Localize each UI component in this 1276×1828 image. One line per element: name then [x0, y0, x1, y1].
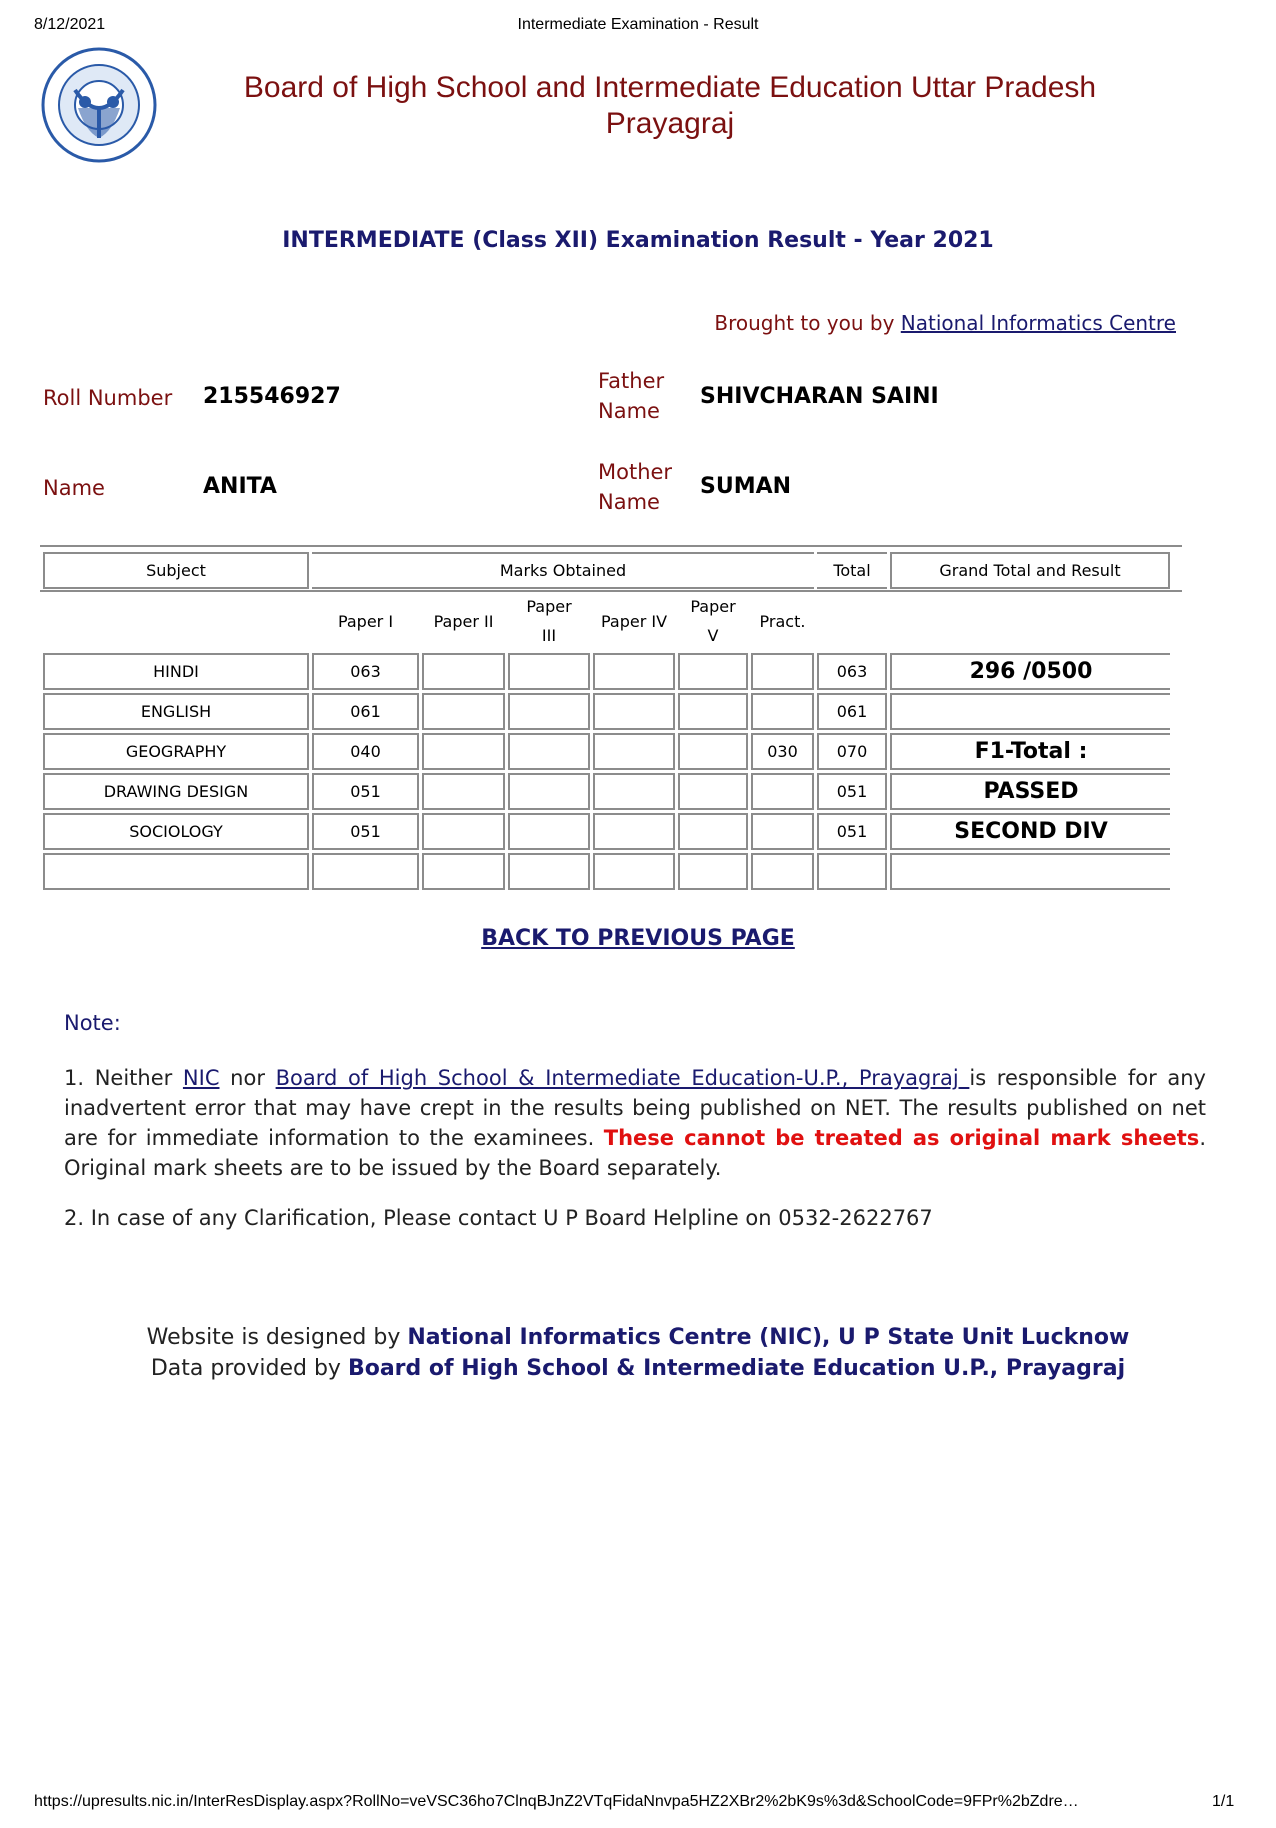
table-row: [43, 853, 1170, 890]
board-note-link[interactable]: Board of High School & Intermediate Education-U.P., Prayagraj: [275, 1066, 970, 1090]
site-footer: [0, 1322, 1276, 1384]
footer-line-2: Data provided by Board of High School & Intermediate Education U.P., Prayagraj: [150, 1356, 1126, 1381]
subject-cell: ENGLISH: [43, 693, 309, 730]
print-url: https://upresults.nic.in/InterResDisplay.aspx?RollNo=veVSC36ho7ClnqBJnZ2VTqFidaNnvpa5HZ2XBr2%2bK9s%3d&SchoolCode=9FPr%2bZdre…: [34, 1793, 1079, 1810]
paper-3-cell: [508, 693, 590, 730]
grand-total-empty: [890, 853, 1170, 890]
paper-5-header: Paper V: [690, 597, 736, 645]
paper-2-cell: [422, 733, 505, 770]
paper-header-row: [43, 592, 1170, 650]
print-page-title: Intermediate Examination - Result: [517, 16, 759, 33]
paper-1-cell: 061: [312, 693, 419, 730]
nic-note-link[interactable]: NIC: [182, 1066, 220, 1090]
paper-5-cell: [678, 693, 748, 730]
table-row: [43, 653, 1170, 690]
exam-title: INTERMEDIATE (Class XII) Examination Result - Year 2021: [282, 228, 994, 253]
paper-1-cell: [312, 853, 419, 890]
paper-2-cell: [422, 853, 505, 890]
total-cell: 051: [817, 773, 887, 810]
roll-number-value: 215546927: [203, 384, 341, 409]
table-row: [43, 733, 1170, 770]
back-to-previous-page-link[interactable]: BACK TO PREVIOUS PAGE: [481, 926, 795, 951]
subject-cell: DRAWING DESIGN: [43, 773, 309, 810]
total-cell: 051: [817, 813, 887, 850]
paper-3-cell: [508, 653, 590, 690]
up-government-seal-icon: [40, 46, 158, 164]
result-status: PASSED: [890, 773, 1170, 810]
f1-total-label: F1-Total :: [890, 733, 1170, 770]
grand-total-empty: [890, 693, 1170, 730]
paper-3-cell: [508, 853, 590, 890]
mark-sheet-warning: These cannot be treated as original mark sheets: [603, 1126, 1200, 1150]
paper-5-cell: [678, 813, 748, 850]
name-label: Name: [43, 476, 105, 500]
grand-total-header: Grand Total and Result: [890, 552, 1170, 589]
board-title: [200, 70, 1140, 142]
print-page-number: 1/1: [1212, 1793, 1235, 1810]
practical-header: Pract.: [759, 611, 806, 631]
total-cell: 061: [817, 693, 887, 730]
paper-5-cell: [678, 653, 748, 690]
board-title-line2: Prayagraj: [605, 107, 735, 140]
paper-3-header: Paper III: [526, 597, 572, 645]
paper-2-header: Paper II: [433, 611, 494, 631]
paper-1-cell: 040: [312, 733, 419, 770]
paper-4-cell: [593, 813, 675, 850]
note-paragraph-1: 1. Neither NIC nor Board of High School & Intermediate Education-U.P., Prayagraj is responsible for any inadvertent error that may have crept in the results being published on NET. The results published on net are for immediate information to the examinees. These cannot be treated as original mark sheets. Original mark sheets are to be issued by the Board separately.: [64, 1066, 1206, 1180]
table-top-rule: [40, 545, 1182, 547]
paper-1-cell: 051: [312, 773, 419, 810]
total-cell: 070: [817, 733, 887, 770]
paper-3-cell: [508, 733, 590, 770]
credit-line: [714, 311, 1176, 335]
grand-total-value: 296 /0500: [890, 653, 1170, 690]
print-date: 8/12/2021: [34, 16, 106, 33]
paper-4-cell: [593, 733, 675, 770]
paper-4-header: Paper IV: [600, 611, 668, 631]
name-value: ANITA: [203, 474, 277, 499]
roll-number-label: Roll Number: [43, 386, 173, 410]
paper-2-cell: [422, 653, 505, 690]
table-row: [43, 693, 1170, 730]
note-title: Note:: [64, 1011, 121, 1035]
practical-cell: [751, 773, 814, 810]
paper-2-cell: [422, 813, 505, 850]
subject-cell: SOCIOLOGY: [43, 813, 309, 850]
paper-2-cell: [422, 773, 505, 810]
paper-4-cell: [593, 773, 675, 810]
paper-4-cell: [593, 853, 675, 890]
result-table: [40, 549, 1173, 893]
mother-name-value: SUMAN: [700, 474, 792, 499]
practical-cell: 030: [751, 733, 814, 770]
nic-link[interactable]: National Informatics Centre: [900, 311, 1176, 335]
note-paragraph-2: 2. In case of any Clarification, Please contact U P Board Helpline on 0532-2622767: [64, 1206, 933, 1230]
subject-cell: GEOGRAPHY: [43, 733, 309, 770]
paper-1-header: Paper I: [337, 611, 394, 631]
practical-cell: [751, 853, 814, 890]
board-title-line1: Board of High School and Intermediate Education Uttar Pradesh: [243, 71, 1097, 104]
paper-3-cell: [508, 773, 590, 810]
subject-cell: [43, 853, 309, 890]
table-row: [43, 773, 1170, 810]
practical-cell: [751, 693, 814, 730]
father-name-value: SHIVCHARAN SAINI: [700, 384, 939, 409]
paper-4-cell: [593, 693, 675, 730]
table-header-row: [43, 552, 1170, 589]
paper-3-cell: [508, 813, 590, 850]
paper-1-cell: 063: [312, 653, 419, 690]
subject-cell: HINDI: [43, 653, 309, 690]
table-row: [43, 813, 1170, 850]
paper-2-cell: [422, 693, 505, 730]
credit-prefix: Brought to you by: [714, 311, 901, 335]
mother-name-label: Mother Name: [598, 460, 673, 514]
total-cell: [817, 853, 887, 890]
marks-header: Marks Obtained: [312, 552, 814, 589]
paper-5-cell: [678, 853, 748, 890]
total-cell: 063: [817, 653, 887, 690]
paper-1-cell: 051: [312, 813, 419, 850]
division-value: SECOND DIV: [890, 813, 1170, 850]
subject-header: Subject: [43, 552, 309, 589]
footer-line-1: Website is designed by National Informatics Centre (NIC), U P State Unit Lucknow: [146, 1325, 1130, 1350]
total-header: Total: [817, 552, 887, 589]
paper-5-cell: [678, 733, 748, 770]
practical-cell: [751, 813, 814, 850]
father-name-label: Father Name: [598, 369, 665, 423]
practical-cell: [751, 653, 814, 690]
paper-4-cell: [593, 653, 675, 690]
paper-5-cell: [678, 773, 748, 810]
